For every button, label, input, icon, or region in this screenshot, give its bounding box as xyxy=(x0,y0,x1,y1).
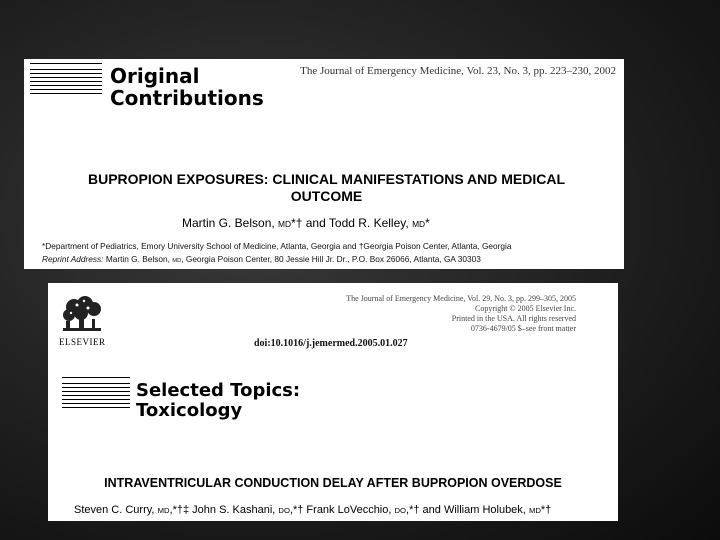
section-heading-line1: Original xyxy=(110,64,200,88)
article-title-line2: OUTCOME xyxy=(290,188,363,204)
affiliation: *Department of Pediatrics, Emory University School of Medicine, Atlanta, Georgia and †Georgia Poison Center, Atlanta, Georgia xyxy=(42,241,512,251)
pub-info-line: The Journal of Emergency Medicine, Vol. 29, No. 3, pp. 299–305, 2005 xyxy=(346,294,576,303)
article-header-1 xyxy=(24,59,624,269)
section-heading xyxy=(110,65,264,109)
section-heading-line1: Selected Topics: xyxy=(136,380,301,401)
reprint-label: Reprint Address: xyxy=(42,254,104,264)
author-degree: DO xyxy=(278,506,290,515)
reprint-address xyxy=(42,254,481,264)
article-title xyxy=(44,171,609,205)
section-rule-lines xyxy=(30,63,102,97)
author-name: ,*† Frank LoVecchio, xyxy=(289,504,392,516)
elsevier-tree-logo xyxy=(60,295,104,335)
author-degree: MD xyxy=(412,219,426,229)
pub-info-line: 0736-4679/05 $–see front matter xyxy=(470,324,576,333)
author-degree: DO xyxy=(394,506,407,515)
journal-reference: The Journal of Emergency Medicine, Vol. 23, No. 3, pp. 223–230, 2002 xyxy=(300,65,616,77)
tree-icon xyxy=(60,295,104,335)
author-line xyxy=(182,216,430,230)
author-name: ,*†‡ John S. Kashani, xyxy=(169,504,276,516)
section-heading xyxy=(136,381,300,421)
author-mark: *† xyxy=(540,504,552,516)
publisher-name: ELSEVIER xyxy=(59,337,106,347)
section-heading-line2: Toxicology xyxy=(136,399,243,421)
author-degree: MD xyxy=(528,506,541,515)
reprint-degree: MD xyxy=(172,258,182,264)
author-degree: MD xyxy=(157,506,170,515)
article-header-2 xyxy=(48,283,618,521)
author-name: ,*† and William Holubek, xyxy=(406,504,526,516)
article-title-line1: BUPROPION EXPOSURES: CLINICAL MANIFESTATIONS AND MEDICAL xyxy=(87,171,566,187)
reprint-street: , Georgia Poison Center, 80 Jessie Hill Jr. Dr., P.O. Box 26066, Atlanta, GA 30303 xyxy=(181,254,481,264)
publication-info xyxy=(346,294,576,334)
author-degree: MD xyxy=(278,219,292,229)
reprint-name: Martin G. Belson, xyxy=(105,254,170,264)
author-name: Martin G. Belson, xyxy=(182,216,275,230)
pub-info-line: Printed in the USA. All rights reserved xyxy=(451,314,576,323)
pub-info-line: Copyright © 2005 Elsevier Inc. xyxy=(475,304,576,313)
author-line xyxy=(74,504,551,516)
author-name: *† and Todd R. Kelley, xyxy=(291,216,409,230)
doi: doi:10.1016/j.jemermed.2005.01.027 xyxy=(254,338,408,349)
section-heading-line2: Contributions xyxy=(110,86,264,110)
author-mark: * xyxy=(425,216,430,230)
section-rule-lines xyxy=(62,377,130,411)
article-title: INTRAVENTRICULAR CONDUCTION DELAY AFTER BUPROPION OVERDOSE xyxy=(104,476,562,490)
author-name: Steven C. Curry, xyxy=(74,504,155,516)
